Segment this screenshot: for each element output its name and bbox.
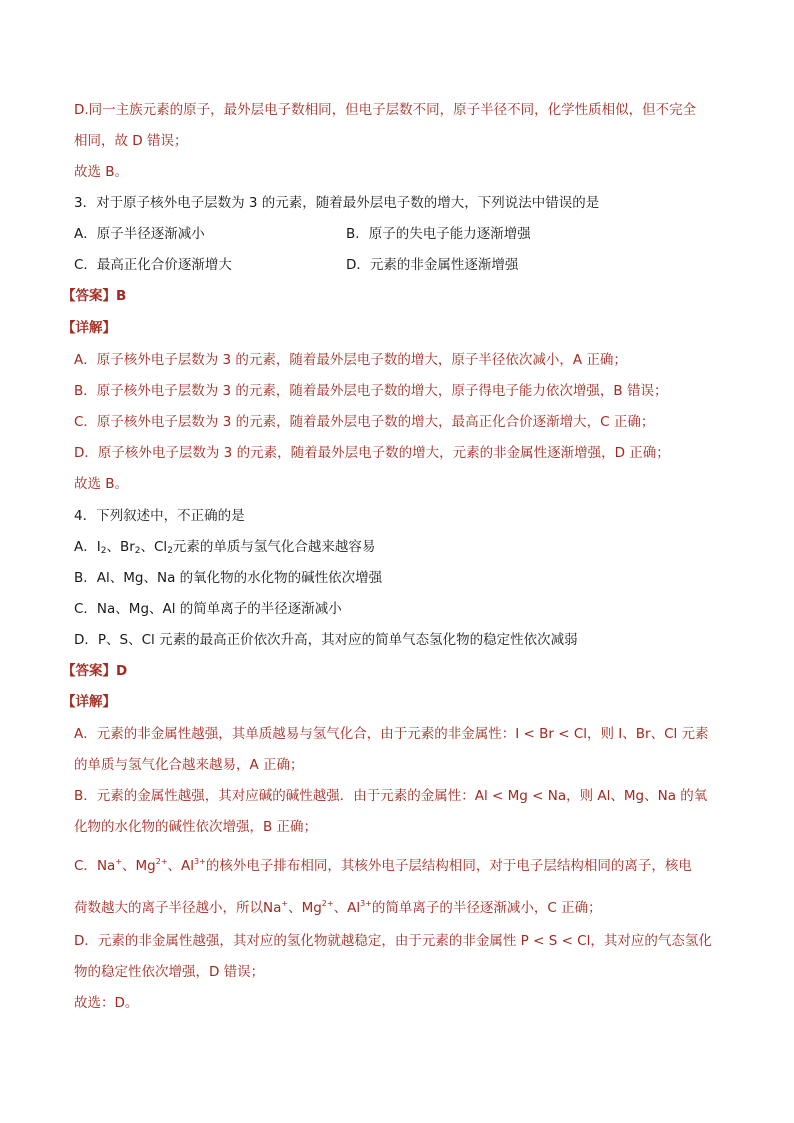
q3-detail-label: 【详解】 (62, 320, 116, 336)
q3-explain-b: B．原子核外电子层数为 3 的元素，随着最外层电子数的增大，原子得电子能力依次增强，B 错误； (74, 383, 668, 399)
q3-explain-a: A．原子核外电子层数为 3 的元素，随着最外层电子数的增大，原子半径依次减小，A 正确； (74, 352, 627, 368)
q4-option-c: C．Na、Mg、Al 的简单离子的半径逐渐减小 (74, 601, 342, 617)
q4-explain-b-line1: B．元素的金属性越强，其对应碱的碱性越强．由于元素的金属性：Al < Mg < Na，则 Al、Mg、Na 的氧 (74, 788, 708, 804)
q3-conclusion: 故选 B。 (74, 476, 129, 492)
q4-conclusion: 故选：D。 (74, 995, 139, 1011)
q4-option-b: B．Al、Mg、Na 的氧化物的水化物的碱性依次增强 (74, 570, 383, 586)
prev-d-explain-line1: D.同一主族元素的原子，最外层电子数相同，但电子层数不同，原子半径不同，化学性质相似，但不完全 (74, 102, 697, 118)
q4-explain-a-line1: A．元素的非金属性越强，其单质越易与氢气化合，由于元素的非金属性：I < Br < Cl，则 I、Br、Cl 元素 (74, 726, 709, 742)
q4-detail-label: 【详解】 (62, 694, 116, 710)
q3-stem: 3．对于原子核外电子层数为 3 的元素，随着最外层电子数的增大，下列说法中错误的是 (74, 195, 600, 211)
q3-option-a: A．原子半径逐渐减小 (74, 226, 205, 242)
q3-option-b: B．原子的失电子能力逐渐增强 (346, 226, 531, 242)
q3-option-d: D．元素的非金属性逐渐增强 (346, 257, 519, 273)
q4-explain-d-line2: 物的稳定性依次增强，D 错误； (74, 964, 265, 980)
q3-option-c: C．最高正化合价逐渐增大 (74, 257, 232, 273)
q4-stem: 4．下列叙述中，不正确的是 (74, 508, 245, 524)
prev-d-explain-line2: 相同，故 D 错误； (74, 133, 188, 149)
q4-explain-c-line1: C．Na+、$Mg^{2+}$、$Al^{3+}$的核外电子排布相同，其核外电子层结构相同，对于电子层结构相同的离子，核电 (74, 857, 692, 874)
q4-option-d: D．P、S、Cl 元素的最高正价依次升高，其对应的简单气态氢化物的稳定性依次减弱 (74, 632, 578, 648)
q4-answer: 【答案】D (62, 663, 128, 679)
q4-explain-c-line2: 荷数越大的离子半径越小，所以Na+、$Mg^{2+}$、$Al^{3+}$的简单离子的半径逐渐减小，C 正确； (74, 899, 602, 916)
q3-answer: 【答案】B (62, 288, 127, 304)
q4-explain-b-line2: 化物的水化物的碱性依次增强，B 正确； (74, 819, 318, 835)
q4-explain-a-line2: 的单质与氢气化合越来越易，A 正确； (74, 757, 304, 773)
q4-option-a: A．$I_2$、$Br_2$、$Cl_2$元素的单质与氢气化合越来越容易 (74, 539, 376, 556)
prev-conclusion: 故选 B。 (74, 164, 129, 180)
q3-explain-d: D．原子核外电子层数为 3 的元素，随着最外层电子数的增大，元素的非金属性逐渐增强，D 正确； (74, 445, 670, 461)
q3-explain-c: C．原子核外电子层数为 3 的元素，随着最外层电子数的增大，最高正化合价逐渐增大，C 正确； (74, 414, 655, 430)
q4-explain-d-line1: D．元素的非金属性越强，其对应的氢化物就越稳定，由于元素的非金属性 P < S < Cl，其对应的气态氢化 (74, 933, 712, 949)
